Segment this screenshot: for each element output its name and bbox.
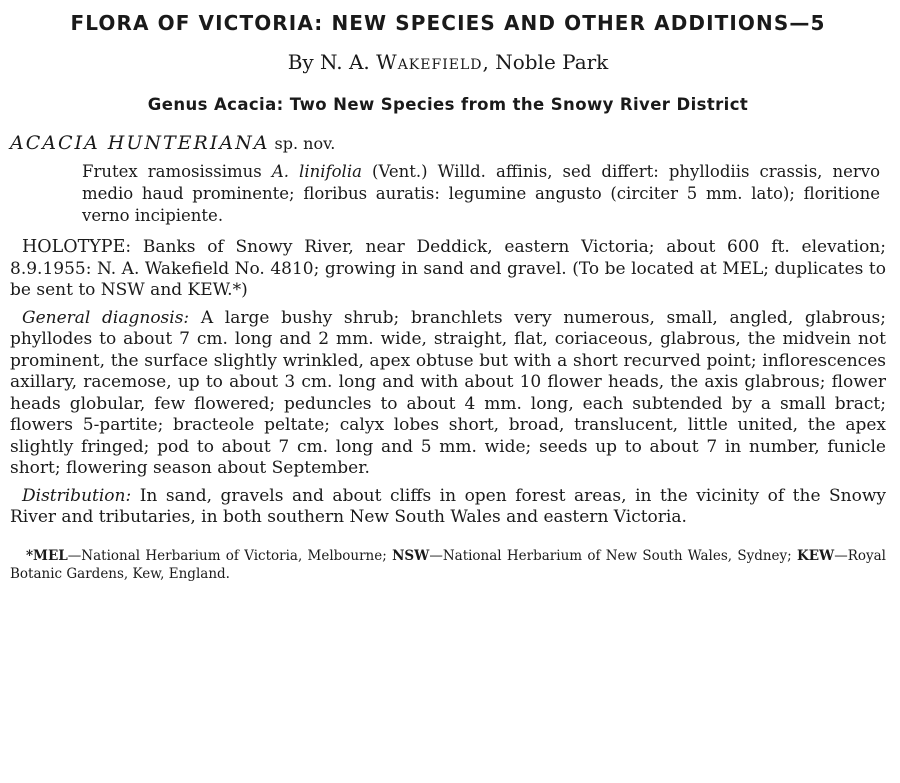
section-heading: Genus Acacia: Two New Species from the Snowy River District — [147, 95, 749, 114]
footnote-kew-abbr: KEW — [797, 547, 835, 564]
holotype-label: HOLOTYPE — [22, 237, 126, 257]
general-diagnosis-text: A large bushy shrub; branchlets very numerous, small, angled, glabrous; phyllodes to about 7 cm. long and 2 mm. wide, straight, flat, coriaceous, glabrous, the midvein not prominent, the surface slightly wrinkled, apex obtuse but with a short recurved point; inflorescences axillary, racemose, up to about 3 cm. long and with about 10 flower heads, the axis glabrous; flower heads globular, few flowered; peduncles to about 4 mm. long, each subtended by a small bract; flowers 5-partite; bracteole peltate; calyx lobes short, broad, translucent, little united, the apex slightly fringed; pod to about 7 cm. long and 5 mm. wide; seeds up to about 7 in number, funicle short; flowering season about September. — [10, 307, 886, 478]
general-diagnosis-label: General diagnosis: — [22, 307, 190, 328]
general-diagnosis-paragraph — [10, 308, 886, 480]
latin-part1: Frutex ramosissimus — [82, 162, 272, 181]
species-status: sp. nov. — [269, 134, 336, 153]
distribution-paragraph — [10, 486, 886, 529]
byline-prefix: By N. A. — [287, 50, 377, 74]
species-name: ACACIA HUNTERIANA — [10, 132, 270, 154]
byline-suffix: , Noble Park — [482, 50, 609, 74]
species-heading — [10, 130, 886, 157]
footnote-mel-abbr: *MEL — [26, 547, 68, 564]
byline — [10, 48, 886, 76]
latin-italic: A. linifolia — [271, 162, 362, 181]
footnote — [10, 547, 886, 583]
latin-part2: (Vent.) Willd. affinis, sed differt: phyllodiis crassis, nervo medio haud prominente; floribus auratis: legumine angusto (circiter 5 mm. lato); floritione verno incipiente. — [82, 162, 881, 225]
holotype-paragraph — [10, 237, 886, 302]
footnote-nsw-abbr: NSW — [392, 547, 430, 564]
footnote-nsw-text: —National Herbarium of New South Wales, Sydney; — [429, 547, 797, 564]
distribution-text: In sand, gravels and about cliffs in open forest areas, in the vicinity of the Snowy River and tributaries, in both southern New South Wales and eastern Victoria. — [10, 485, 886, 527]
byline-author: Wakefield — [376, 50, 483, 74]
distribution-label: Distribution: — [22, 485, 132, 506]
holotype-text: : Banks of Snowy River, near Deddick, eastern Victoria; about 600 ft. elevation; 8.9.1955: N. A. Wakefield No. 4810; growing in sand and gravel. (To be located at MEL; duplicates to be sent to NSW and KEW.*) — [10, 237, 886, 300]
footnote-kew-text: —Royal Botanic Gardens, Kew, England. — [10, 547, 886, 582]
footnote-mel-text: —National Herbarium of Victoria, Melbourne; — [67, 547, 393, 564]
latin-diagnosis — [82, 161, 880, 227]
article-title: FLORA OF VICTORIA: NEW SPECIES AND OTHER ADDITIONS—5 — [70, 11, 826, 35]
